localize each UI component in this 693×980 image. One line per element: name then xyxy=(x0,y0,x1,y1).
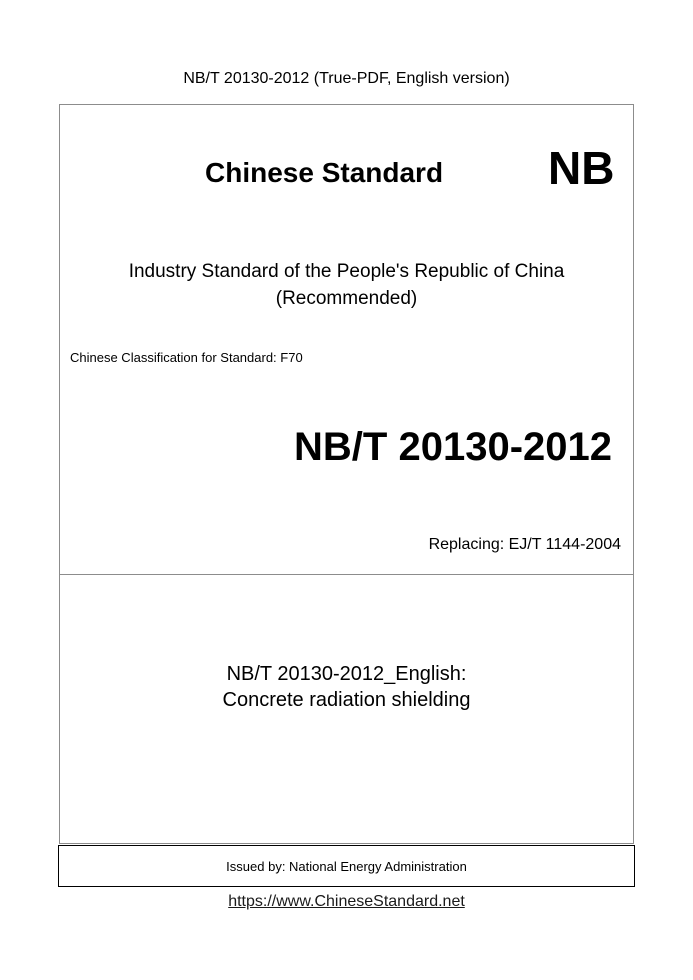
industry-standard-block xyxy=(59,258,634,312)
document-title-name: Concrete radiation shielding xyxy=(222,689,471,711)
page-header-title: NB/T 20130-2012 (True-PDF, English version) xyxy=(183,70,510,87)
recommended-label: (Recommended) xyxy=(275,288,418,309)
classification-label: Chinese Classification for Standard: F70 xyxy=(70,350,303,365)
cover-frame xyxy=(59,104,634,844)
issuer-label: Issued by: National Energy Administration xyxy=(226,858,467,874)
document-title xyxy=(59,661,634,713)
industry-standard-line: Industry Standard of the People's Republic of China xyxy=(128,261,565,282)
replacing-note: Replacing: EJ/T 1144-2004 xyxy=(428,536,621,553)
website-footer xyxy=(0,893,693,911)
cover-divider xyxy=(59,574,634,575)
cover-heading: Chinese Standard xyxy=(205,157,444,188)
issuer-box xyxy=(58,845,635,887)
website-link[interactable]: https://www.ChineseStandard.net xyxy=(228,893,465,910)
standard-number: NB/T 20130-2012 xyxy=(294,425,612,469)
standard-code-logo: NB xyxy=(548,142,615,194)
document-title-code: NB/T 20130-2012_English: xyxy=(226,663,467,685)
